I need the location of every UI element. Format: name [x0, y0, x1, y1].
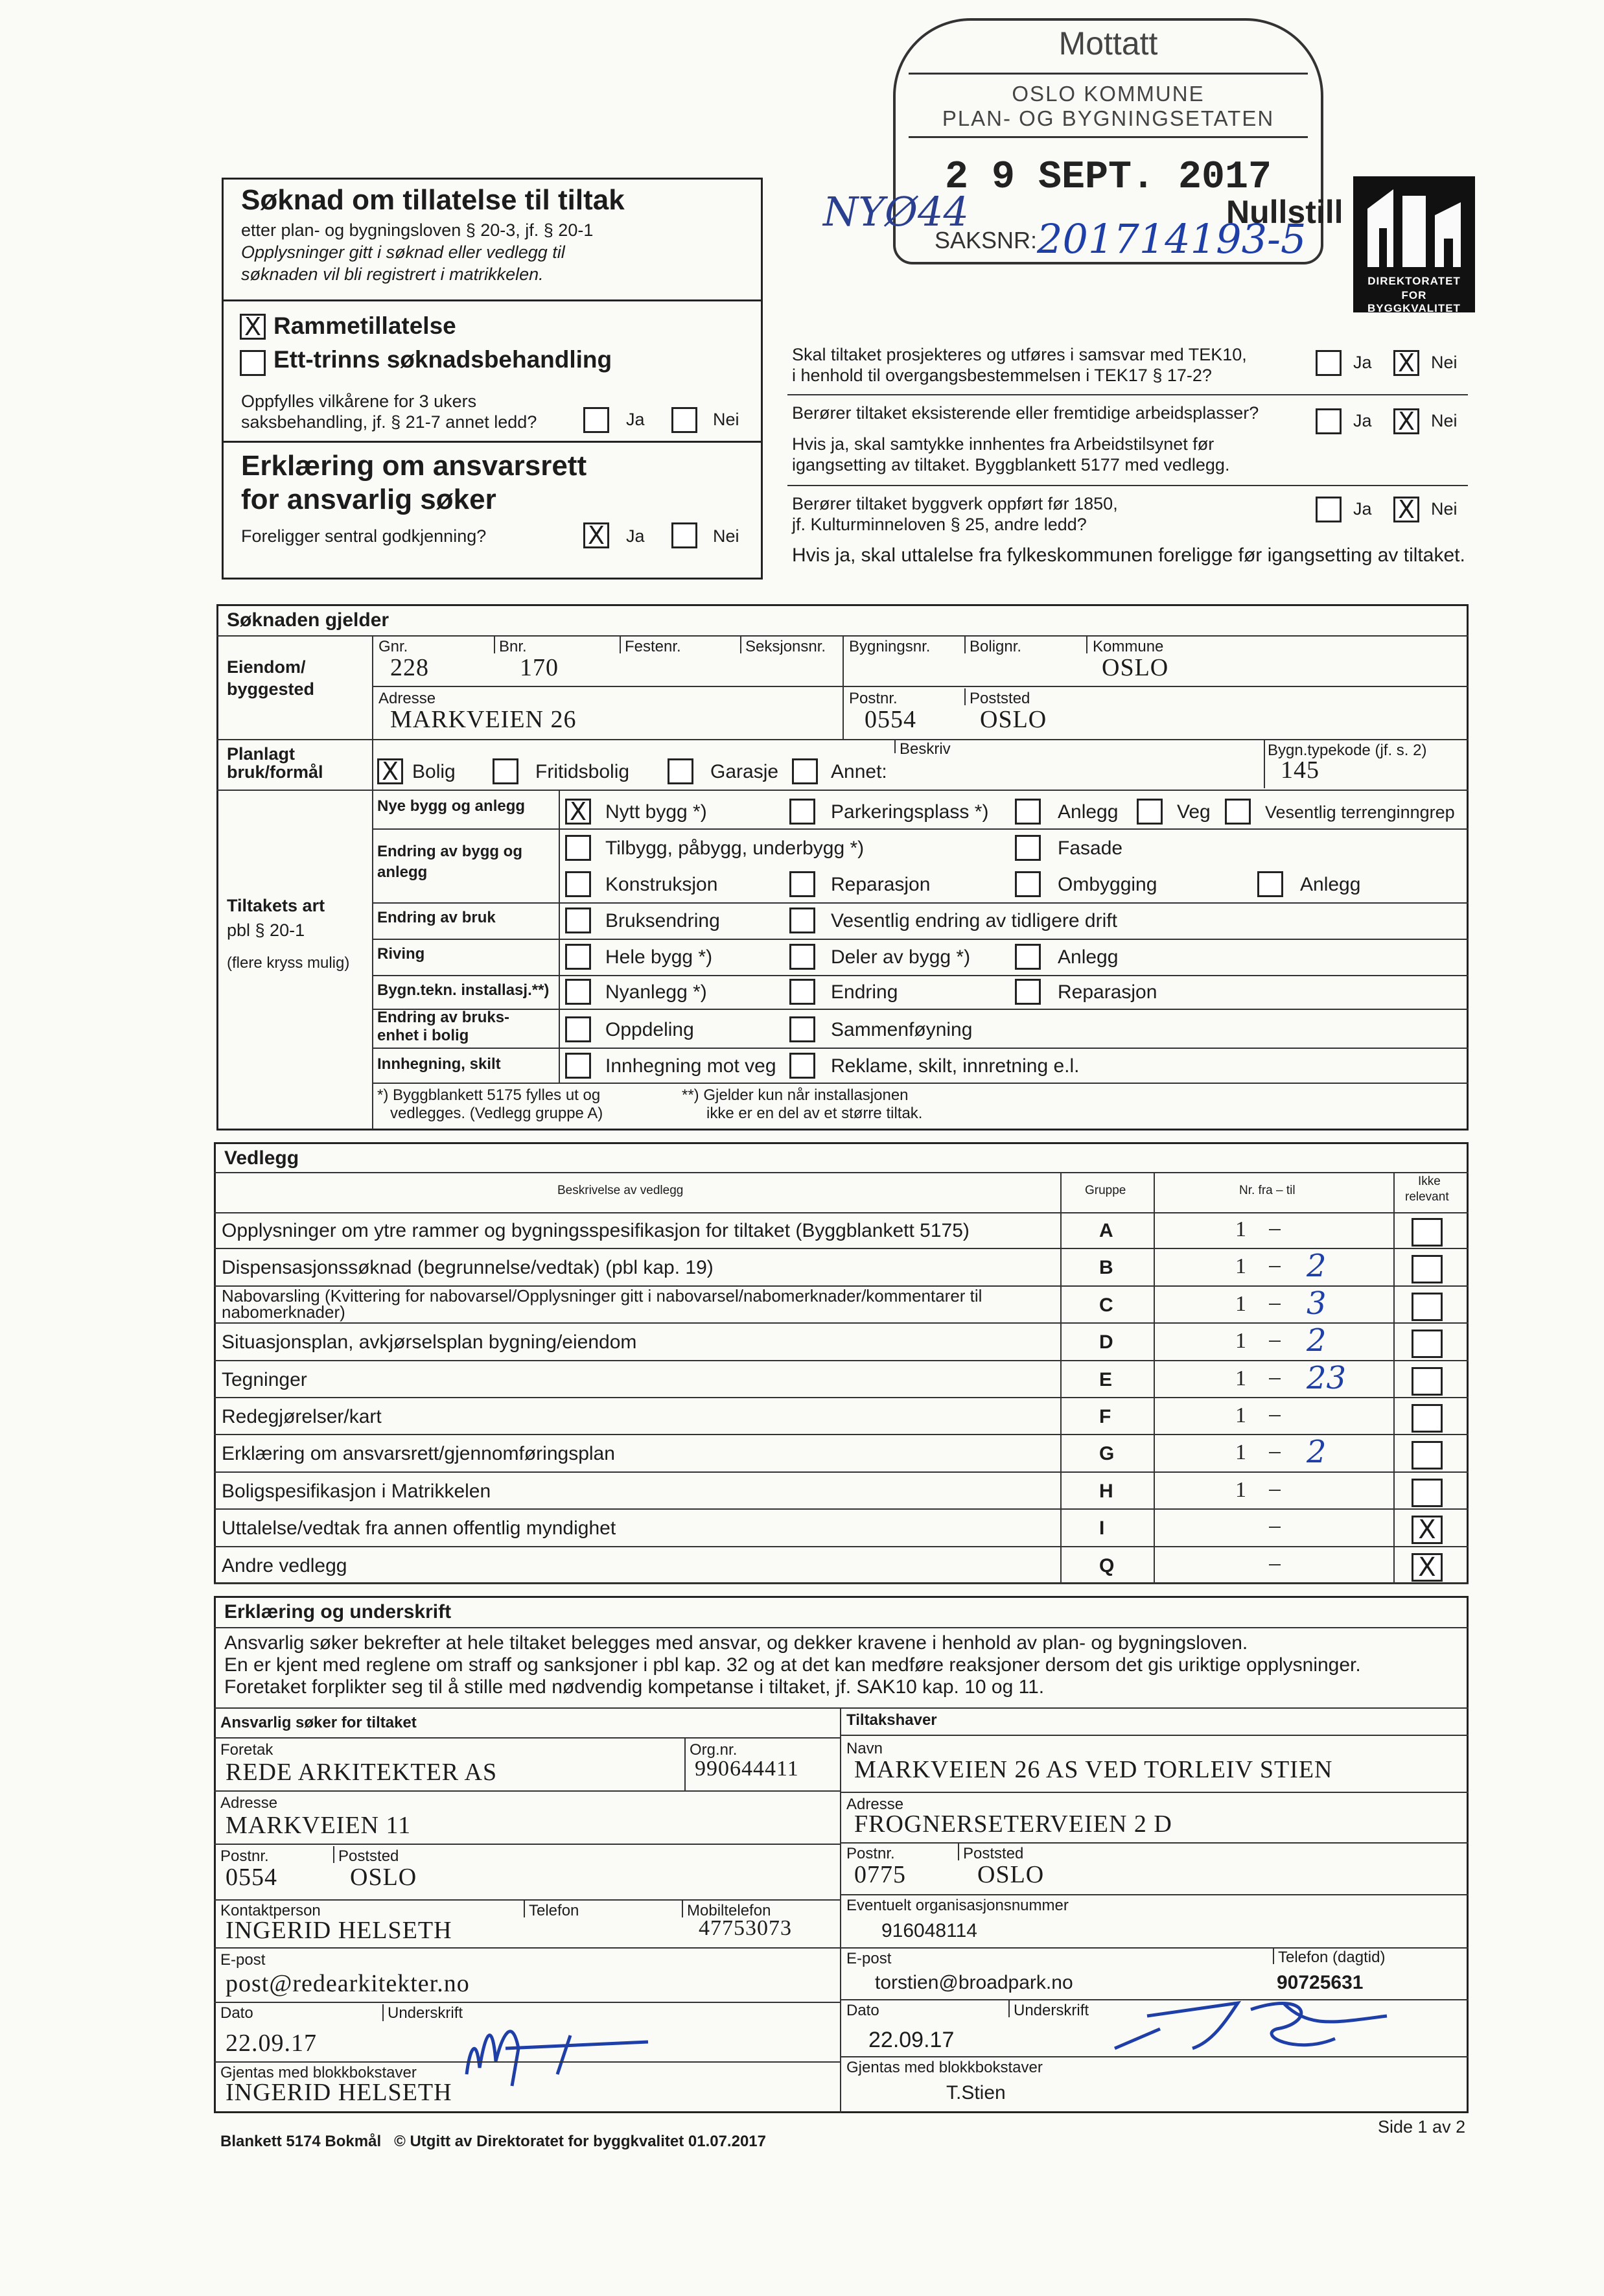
innhegning-label: Innhegning mot veg — [605, 1055, 776, 1077]
vedlegg-group: D — [1099, 1331, 1113, 1353]
q1-nei-checkbox[interactable]: X — [1393, 350, 1419, 376]
vedlegg-from: 1 — [1235, 1291, 1247, 1316]
th-postnr-value: 0775 — [854, 1861, 906, 1888]
kontakt-value: INGERID HELSETH — [226, 1917, 452, 1944]
installasjon-endring-label: Endring — [831, 981, 898, 1003]
vedlegg-from: 1 — [1235, 1329, 1247, 1353]
vedlegg-group: B — [1099, 1257, 1113, 1279]
vedlegg-description: Redegjørelser/kart — [222, 1406, 382, 1427]
stamp-saksnr-value: 201714193-5 — [1037, 215, 1307, 263]
reset-button[interactable]: Nullstill — [1226, 194, 1343, 230]
sentral-nei-checkbox[interactable] — [671, 522, 697, 548]
typekode-value: 145 — [1281, 756, 1319, 784]
planlagt-label1: Planlagt — [227, 744, 296, 764]
q1-ja-label: Ja — [1353, 353, 1372, 372]
vedlegg-dash — [1269, 1415, 1281, 1416]
soker-gjentas-value: INGERID HELSETH — [226, 2079, 452, 2106]
sentral-nei-label: Nei — [713, 526, 739, 546]
row-endring-bygg-label: Endring av bygg og anlegg — [377, 843, 523, 881]
fasade-checkbox[interactable] — [1015, 835, 1041, 861]
vedlegg-row — [214, 1287, 1469, 1324]
vedlegg-heading: Vedlegg — [224, 1147, 299, 1169]
adresse-value: MARKVEIEN 26 — [390, 706, 577, 733]
installasjon-reparasjon-checkbox[interactable] — [1015, 979, 1041, 1005]
ikke-relevant-checkbox[interactable]: X — [1412, 1516, 1443, 1544]
telefon-label: Telefon — [529, 1902, 579, 1919]
vedlegg-description: Boligspesifikasjon i Matrikkelen — [222, 1480, 491, 1502]
veg-checkbox[interactable] — [1137, 799, 1163, 825]
q3-ja-label: Ja — [1353, 499, 1372, 519]
nye-anlegg-label: Anlegg — [1058, 801, 1119, 823]
reklame-label: Reklame, skilt, innretning e.l. — [831, 1055, 1080, 1077]
reklame-checkbox[interactable] — [789, 1053, 815, 1079]
sentral-ja-label: Ja — [626, 526, 645, 546]
oppdeling-checkbox[interactable] — [565, 1016, 591, 1042]
terrenginngrep-label: Vesentlig terrenginngrep — [1265, 802, 1455, 822]
signatur-heading: Erklæring og underskrift — [224, 1601, 452, 1622]
vedlegg-from: 1 — [1235, 1403, 1247, 1427]
parkeringsplass-checkbox[interactable] — [789, 799, 815, 825]
th-telefon-value: 90725631 — [1277, 1972, 1364, 1993]
vedlegg-from: 1 — [1235, 1254, 1247, 1279]
vedlegg-to: 23 — [1307, 1359, 1347, 1396]
th-signature — [1102, 1977, 1426, 2061]
orgnr-label: Org.nr. — [690, 1741, 738, 1759]
vedlegg-group: H — [1099, 1480, 1113, 1502]
hele-bygg-label: Hele bygg *) — [605, 946, 713, 968]
innhegning-checkbox[interactable] — [565, 1053, 591, 1079]
vedlegg-dash — [1269, 1341, 1281, 1342]
vedlegg-from: 1 — [1235, 1477, 1247, 1502]
soker-dato-value: 22.09.17 — [226, 2030, 317, 2057]
th-postnr-label: Postnr. — [846, 1845, 895, 1862]
vedlegg-from: 1 — [1235, 1440, 1247, 1465]
vedlegg-row — [214, 1361, 1469, 1398]
vedlegg-group: G — [1099, 1443, 1115, 1465]
postnr-label: Postnr. — [849, 690, 898, 707]
soker-postnr-label: Postnr. — [220, 1847, 269, 1865]
foretak-label: Foretak — [220, 1741, 273, 1759]
ikke-relevant-checkbox[interactable] — [1412, 1367, 1443, 1396]
endring-anlegg-label: Anlegg — [1300, 874, 1361, 895]
footer-right: Side 1 av 2 — [1378, 2117, 1466, 2137]
th-adresse-value: FROGNERSETERVEIEN 2 D — [854, 1810, 1172, 1838]
ett-trinns-label: Ett-trinns søknadsbehandling — [273, 346, 612, 373]
vedlegg-from: 1 — [1235, 1366, 1247, 1390]
row-endring-bruk-label: Endring av bruk — [377, 909, 496, 926]
konstruksjon-checkbox[interactable] — [565, 871, 591, 897]
vedlegg-to: 2 — [1307, 1434, 1327, 1471]
stamp-org1: OSLO KOMMUNE — [1012, 82, 1205, 106]
bolignr-label: Bolignr. — [970, 638, 1022, 655]
th-epost-label: E-post — [846, 1950, 892, 1967]
th-gjentas-label: Gjentas med blokkbokstaver — [846, 2059, 1043, 2076]
reparasjon-checkbox[interactable] — [789, 871, 815, 897]
th-adresse-label: Adresse — [846, 1796, 904, 1813]
typekode-label: Bygn.typekode (jf. s. 2) — [1268, 742, 1427, 759]
soker-poststed-label: Poststed — [338, 1847, 399, 1865]
tilbygg-checkbox[interactable] — [565, 835, 591, 861]
ikke-relevant-checkbox[interactable] — [1412, 1293, 1443, 1321]
fritidsbolig-checkbox[interactable] — [493, 758, 518, 784]
vedlegg-group: I — [1099, 1517, 1105, 1540]
footer-left: Blankett 5174 Bokmål © Utgitt av Direktoratet for byggkvalitet 01.07.2017 — [220, 2133, 766, 2150]
q1-line1: Skal tiltaket prosjekteres og utføres i samsvar med TEK10, — [792, 345, 1247, 364]
vedlegg-row — [214, 1435, 1469, 1472]
th-navn-label: Navn — [846, 1740, 883, 1757]
q1-line2: i henhold til overgangsbestemmelsen i TEK17 § 17-2? — [792, 366, 1212, 385]
footnote1a: *) Byggblankett 5175 fylles ut og — [377, 1086, 601, 1104]
soker-dato-label: Dato — [220, 2004, 253, 2022]
installasjon-reparasjon-label: Reparasjon — [1058, 981, 1157, 1003]
ikke-relevant-checkbox[interactable] — [1412, 1218, 1443, 1247]
th-orgnr-label: Eventuelt organisasjonsnummer — [846, 1897, 1069, 1914]
stamp-org2: PLAN- OG BYGNINGSETATEN — [942, 106, 1275, 130]
gnr-value: 228 — [390, 654, 429, 681]
stamp-handwritten: NYØ44 — [823, 188, 969, 235]
oppfylles-ja-checkbox[interactable] — [583, 407, 609, 433]
vedlegg-to: 2 — [1307, 1322, 1327, 1359]
vedlegg-group: E — [1099, 1368, 1113, 1390]
soker-postnr-value: 0554 — [226, 1864, 277, 1891]
veg-label: Veg — [1177, 801, 1211, 823]
th-telefon-label: Telefon (dagtid) — [1278, 1949, 1386, 1966]
soknad-heading: Søknaden gjelder — [227, 609, 389, 631]
stamp-saksnr-label: SAKSNR: — [935, 227, 1038, 253]
vedlegg-description: Nabovarsling (Kvittering for nabovarsel/Opplysninger gitt i nabovarsel/nabomerknader/kommentarer til nabomerknader) — [222, 1285, 982, 1322]
row-innhegning-label: Innhegning, skilt — [377, 1055, 501, 1073]
tiltakets-label3: (flere kryss mulig) — [227, 954, 350, 972]
vedlegg-group: C — [1099, 1294, 1113, 1316]
vedlegg-dash — [1269, 1266, 1281, 1267]
sentral-label: Foreligger sentral godkjenning? — [241, 526, 487, 546]
tiltakshaver-heading: Tiltakshaver — [846, 1711, 937, 1729]
stamp-received-text: Mottatt — [1058, 25, 1158, 62]
orgnr-value: 990644411 — [695, 1757, 799, 1781]
logo-line1: DIREKTORATET — [1367, 275, 1461, 287]
q3-line3: Hvis ja, skal uttalelse fra fylkeskommunen foreligge før igangsetting av tiltaket. — [792, 545, 1465, 566]
kommune-value: OSLO — [1102, 654, 1169, 681]
hele-bygg-checkbox[interactable] — [565, 944, 591, 970]
vedlegg-group: A — [1099, 1220, 1113, 1241]
deler-av-bygg-label: Deler av bygg *) — [831, 946, 971, 968]
signatur-text3: Foretaket forplikter seg til å stille med nødvendig kompetanse i tiltaket, jf. SAK10 kap. 10 og 11. — [224, 1676, 1045, 1698]
th-poststed-value: OSLO — [977, 1861, 1045, 1888]
oppfylles-nei-checkbox[interactable] — [671, 407, 697, 433]
postnr-value: 0554 — [865, 706, 916, 733]
vedlegg-dash — [1269, 1229, 1281, 1230]
nytt-bygg-checkbox[interactable]: X — [565, 799, 591, 825]
soker-heading: Ansvarlig søker for tiltaket — [220, 1714, 417, 1731]
annet-checkbox[interactable] — [792, 758, 818, 784]
form-note1: Opplysninger gitt i søknad eller vedlegg til — [241, 242, 565, 262]
vedlegg-dash — [1269, 1452, 1281, 1453]
endring-anlegg-checkbox[interactable] — [1257, 871, 1283, 897]
ikke-relevant-checkbox[interactable] — [1412, 1330, 1443, 1358]
soker-adresse-value: MARKVEIEN 11 — [226, 1812, 412, 1839]
signatur-text1: Ansvarlig søker bekrefter at hele tiltaket belegges med ansvar, og dekker kravene i henhold av plan- og bygningsloven. — [224, 1632, 1248, 1654]
col-gruppe-header: Gruppe — [1085, 1184, 1126, 1197]
kommune-label: Kommune — [1093, 638, 1164, 655]
parkeringsplass-label: Parkeringsplass *) — [831, 801, 989, 823]
oppfylles-line1: Oppfylles vilkårene for 3 ukers — [241, 392, 477, 411]
row-bruksenhet-label: Endring av bruks-enhet i bolig — [377, 1009, 510, 1044]
erklaering-title1: Erklæring om ansvarsrett — [241, 450, 587, 482]
footnote2b: ikke er en del av et større tiltak. — [706, 1105, 923, 1122]
vesentlig-endring-label: Vesentlig endring av tidligere drift — [831, 910, 1117, 931]
ikke-relevant-checkbox[interactable] — [1412, 1479, 1443, 1507]
vedlegg-description: Situasjonsplan, avkjørselsplan bygning/eiendom — [222, 1331, 637, 1353]
col-ikke-header2: relevant — [1405, 1190, 1449, 1204]
ett-trinns-checkbox[interactable] — [240, 350, 266, 376]
riving-anlegg-checkbox[interactable] — [1015, 944, 1041, 970]
oppdeling-label: Oppdeling — [605, 1019, 694, 1040]
q2-line3: igangsetting av tiltaket. Byggblankett 5177 med vedlegg. — [792, 455, 1230, 474]
vedlegg-from: 1 — [1235, 1217, 1247, 1241]
vedlegg-row — [214, 1398, 1469, 1435]
oppfylles-nei-label: Nei — [713, 410, 739, 429]
q3-nei-label: Nei — [1431, 499, 1458, 519]
planlagt-label2: bruk/formål — [227, 762, 323, 782]
terrenginngrep-checkbox[interactable] — [1225, 799, 1251, 825]
q2-nei-checkbox[interactable]: X — [1393, 408, 1419, 434]
signatur-text2: En er kjent med reglene om straff og sanksjoner i pbl kap. 32 og at det kan medføre reaksjoner dersom det gis uriktige opplysninger. — [224, 1654, 1361, 1676]
vedlegg-dash — [1269, 1378, 1281, 1379]
row-riving-label: Riving — [377, 945, 425, 963]
nyanlegg-label: Nyanlegg *) — [605, 981, 707, 1003]
tiltakets-label2: pbl § 20-1 — [227, 920, 305, 940]
dibk-logo — [1353, 176, 1475, 312]
tilbygg-label: Tilbygg, påbygg, underbygg *) — [605, 838, 865, 859]
reparasjon-label: Reparasjon — [831, 874, 931, 895]
fritidsbolig-label: Fritidsbolig — [535, 761, 630, 782]
vedlegg-group: F — [1099, 1406, 1111, 1427]
vedlegg-row — [214, 1547, 1469, 1584]
vedlegg-dash — [1269, 1304, 1281, 1305]
kontakt-label: Kontaktperson — [220, 1902, 321, 1919]
bolig-label: Bolig — [412, 761, 456, 782]
rammetillatelse-label: Rammetillatelse — [273, 312, 456, 339]
form-note2: søknaden vil bli registrert i matrikkelen. — [241, 264, 544, 284]
fasade-label: Fasade — [1058, 838, 1123, 859]
konstruksjon-label: Konstruksjon — [605, 874, 718, 895]
vedlegg-row — [214, 1249, 1469, 1286]
form-title: Søknad om tillatelse til tiltak — [241, 184, 625, 216]
oppfylles-ja-label: Ja — [626, 410, 645, 429]
gnr-label: Gnr. — [378, 638, 408, 655]
vedlegg-description: Tegninger — [222, 1368, 307, 1390]
nye-anlegg-checkbox[interactable] — [1015, 799, 1041, 825]
footnote1b: vedlegges. (Vedlegg gruppe A) — [390, 1105, 603, 1122]
installasjon-endring-checkbox[interactable] — [789, 979, 815, 1005]
oppfylles-line2: saksbehandling, jf. § 21-7 annet ledd? — [241, 412, 537, 432]
vesentlig-endring-checkbox[interactable] — [789, 908, 815, 933]
garasje-label: Garasje — [710, 761, 779, 782]
vedlegg-description: Erklæring om ansvarsrett/gjennomføringsplan — [222, 1443, 615, 1465]
ombygging-label: Ombygging — [1058, 874, 1157, 895]
col-beskrivelse-header: Beskrivelse av vedlegg — [557, 1184, 684, 1197]
dibk-logo-icon — [1353, 176, 1475, 274]
sammenfoyning-label: Sammenføyning — [831, 1019, 973, 1040]
ikke-relevant-checkbox[interactable] — [1412, 1255, 1443, 1283]
bnr-value: 170 — [520, 654, 559, 681]
th-navn-value: MARKVEIEN 26 AS VED TORLEIV STIEN — [854, 1756, 1333, 1783]
ikke-relevant-checkbox[interactable]: X — [1412, 1553, 1443, 1582]
vedlegg-dash — [1269, 1564, 1281, 1565]
vedlegg-dash — [1269, 1490, 1281, 1491]
bnr-label: Bnr. — [499, 638, 527, 655]
vedlegg-description: Andre vedlegg — [222, 1554, 347, 1576]
row-nye-bygg-label: Nye bygg og anlegg — [377, 797, 526, 815]
tiltakets-label1: Tiltakets art — [227, 896, 325, 915]
sentral-ja-checkbox[interactable]: X — [583, 522, 609, 548]
th-gjentas-value: T.Stien — [946, 2082, 1006, 2103]
th-orgnr-value: 916048114 — [881, 1920, 977, 1941]
th-dato-value: 22.09.17 — [868, 2028, 955, 2052]
soker-epost-label: E-post — [220, 1951, 266, 1969]
logo-line2: FOR BYGGKVALITET — [1367, 289, 1461, 314]
poststed-value: OSLO — [980, 706, 1047, 733]
annet-label: Annet: — [831, 761, 887, 782]
soker-poststed-value: OSLO — [350, 1864, 417, 1891]
mobil-label: Mobiltelefon — [687, 1902, 771, 1919]
vedlegg-row — [214, 1473, 1469, 1510]
deler-av-bygg-checkbox[interactable] — [789, 944, 815, 970]
q3-line2: jf. Kulturminneloven § 25, andre ledd? — [792, 515, 1087, 534]
col-nr-header: Nr. fra – til — [1239, 1184, 1296, 1197]
eiendom-label1: Eiendom/ — [227, 657, 306, 677]
soker-gjentas-label: Gjentas med blokkbokstaver — [220, 2064, 417, 2081]
bruksendring-label: Bruksendring — [605, 910, 720, 931]
q1-nei-label: Nei — [1431, 353, 1458, 372]
eiendom-label2: byggested — [227, 679, 315, 699]
row-bygn-tekn-label: Bygn.tekn. installasj.**) — [377, 981, 550, 999]
festenr-label: Festenr. — [625, 638, 681, 655]
vedlegg-row — [214, 1510, 1469, 1547]
rammetillatelse-checkbox[interactable]: X — [240, 314, 266, 340]
bygningsnr-label: Bygningsnr. — [849, 638, 931, 655]
foretak-value: REDE ARKITEKTER AS — [226, 1759, 498, 1786]
vedlegg-description: Uttalelse/vedtak fra annen offentlig myndighet — [222, 1517, 616, 1540]
th-poststed-label: Poststed — [963, 1845, 1024, 1862]
ikke-relevant-checkbox[interactable] — [1412, 1404, 1443, 1433]
col-ikke-header1: Ikke — [1418, 1175, 1441, 1188]
mobil-value: 47753073 — [699, 1916, 792, 1940]
q3-nei-checkbox[interactable]: X — [1393, 497, 1419, 522]
vedlegg-description: Opplysninger om ytre rammer og bygningsspesifikasjon for tiltaket (Byggblankett 5175) — [222, 1220, 970, 1241]
soker-adresse-label: Adresse — [220, 1794, 278, 1812]
vedlegg-row — [214, 1324, 1469, 1361]
riving-anlegg-label: Anlegg — [1058, 946, 1119, 968]
q2-ja-checkbox[interactable] — [1316, 408, 1342, 434]
bolig-checkbox[interactable]: X — [377, 758, 403, 784]
erklaering-title2: for ansvarlig søker — [241, 484, 496, 515]
vedlegg-description: Dispensasjonssøknad (begrunnelse/vedtak) (pbl kap. 19) — [222, 1257, 714, 1279]
ikke-relevant-checkbox[interactable] — [1412, 1441, 1443, 1470]
bruksendring-checkbox[interactable] — [565, 908, 591, 933]
beskriv-label: Beskriv — [900, 740, 951, 758]
sammenfoyning-checkbox[interactable] — [789, 1016, 815, 1042]
vedlegg-to: 3 — [1307, 1285, 1327, 1322]
vedlegg-row — [214, 1212, 1469, 1249]
vedlegg-group: Q — [1099, 1554, 1115, 1576]
q2-ja-label: Ja — [1353, 411, 1372, 430]
vedlegg-dash — [1269, 1527, 1281, 1528]
ombygging-checkbox[interactable] — [1015, 871, 1041, 897]
q2-nei-label: Nei — [1431, 411, 1458, 430]
footnote2a: **) Gjelder kun når installasjonen — [682, 1086, 909, 1104]
q2-line2: Hvis ja, skal samtykke innhentes fra Arbeidstilsynet før — [792, 434, 1215, 454]
seksjonsnr-label: Seksjonsnr. — [745, 638, 826, 655]
poststed-label: Poststed — [970, 690, 1030, 707]
nyanlegg-checkbox[interactable] — [565, 979, 591, 1005]
q2-line1: Berører tiltaket eksisterende eller fremtidige arbeidsplasser? — [792, 403, 1259, 423]
th-epost-value: torstien@broadpark.no — [875, 1972, 1073, 1993]
vedlegg-to: 2 — [1307, 1248, 1327, 1285]
stamp-date: 2 9 SEPT. 2017 — [944, 156, 1272, 200]
nytt-bygg-label: Nytt bygg *) — [605, 801, 707, 823]
soker-underskrift-label: Underskrift — [388, 2004, 463, 2022]
q3-ja-checkbox[interactable] — [1316, 497, 1342, 522]
th-dato-label: Dato — [846, 2002, 879, 2019]
th-underskrift-label: Underskrift — [1014, 2002, 1089, 2019]
form-subtitle: etter plan- og bygningsloven § 20-3, jf. § 20-1 — [241, 220, 594, 240]
soker-signature — [441, 2009, 674, 2087]
garasje-checkbox[interactable] — [668, 758, 693, 784]
q1-ja-checkbox[interactable] — [1316, 350, 1342, 376]
soker-epost-value: post@redearkitekter.no — [226, 1970, 470, 1997]
adresse-label: Adresse — [378, 690, 436, 707]
q3-line1: Berører tiltaket byggverk oppført før 1850, — [792, 494, 1118, 513]
